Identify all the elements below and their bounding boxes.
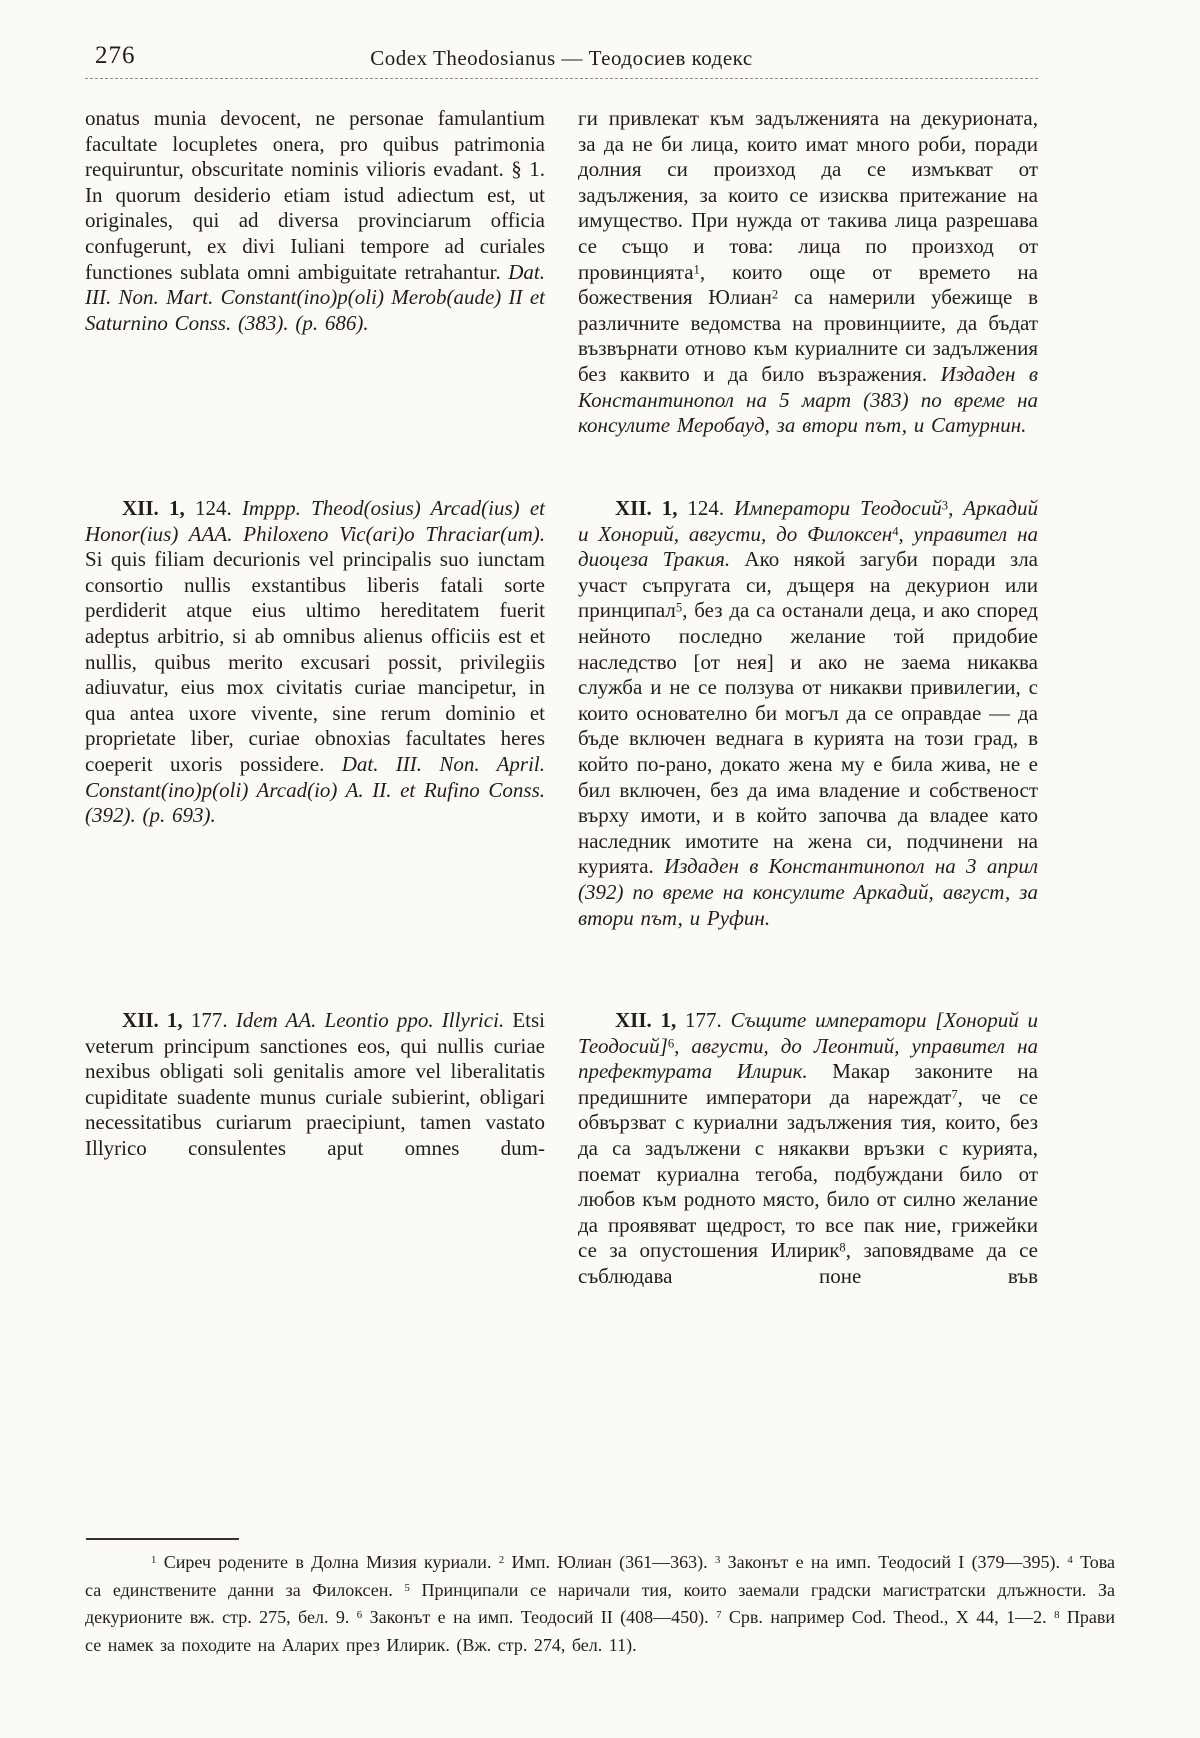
latin-paragraph-xii-1-177: XII. 1, 177. Idem AA. Leontio ppo. Illyrici. Etsi veterum principum sanctiones eos, qui nullis curiae nexibus obligati soli genitalis amore vel liberalitatis cupiditate suadente munus curiale subierint, obligari necessitatibus curiarum praecipiunt, tamen vastato Illyrico consulentes aput omnes dum-: [85, 1008, 545, 1160]
page-number: 276: [95, 42, 136, 69]
footnote-separator-rule: [86, 1538, 239, 1540]
footnote-area: [85, 1538, 1115, 1659]
two-column-text-block: [85, 106, 1038, 1290]
paragraph-row-3: [85, 1008, 1038, 1290]
page-header: [85, 40, 1038, 79]
latin-paragraph-xii-1-124: XII. 1, 124. Imppp. Theod(osius) Arcad(ius) et Honor(ius) AAA. Philoxeno Vic(ari)o Thraciar(um). Si quis filiam decurionis vel principalis suo iunctam consortio nullis exstantibus liberis fatali sorte perdiderit atque eius ultimo hereditatem fuerit adeptus arbitrio, si ab omnibus alienus officiis est et nullis, quibus merito excusari possit, privilegiis adiuvatur, eius mox civitatis curiae mancipetur, in qua antea uxore vivente, sine rerum dominio et proprietate liber, curiae obnoxias facultates heres coeperit uxoris possidere. Dat. III. Non. April. Constant(ino)p(oli) Arcad(io) A. II. et Rufino Conss. (392). (p. 693).: [85, 496, 545, 828]
paragraph-row-1: [85, 106, 1038, 496]
running-title: Codex Theodosianus — Теодосиев кодекс: [370, 46, 753, 70]
paragraph-row-2: [85, 496, 1038, 1008]
bulgarian-paragraph-continuation: ги привлекат към задълженията на декурионата, за да не би лица, които имат много роби, поради долния си произход да се измъкват от задължения, за които се изисква притежание на имущество. При нужда от такива лица разрешава се също и това: лица по произход от провинцията$^1$, които още от времето на божествения Юлиан$^2$ са намерили убежище в различните ведомства на провинциите, да бъдат възвърнати отново към куриалните си задължения без каквито и да било възражения. Издаден в Константинопол на 5 март (383) по време на консулите Меробауд, за втори път, и Сатурнин.: [578, 106, 1038, 438]
bulgarian-paragraph-xii-1-124: XII. 1, 124. Императори Теодосий$^3$, Аркадий и Хонорий, августи, до Филоксен$^4$, управител на диоцеза Тракия. Ако някой загуби поради зла участ съпругата си, дъщеря на декурион или принципал$^5$, без да са останали деца, и ако според нейното последно желание той придобие наследство [от нея] и ако не заема никаква служба и не се ползува от никакви привилегии, с които основателно би могъл да се оправдае — да бъде включен веднага в курията на този град, в който по-рано, докато жена му е била жива, не е бил включен, без да има владение и собственост върху имоти, и в който започва да владее като наследник имотите на жена си, подчинени на курията. Издаден в Константинопол на 3 април (392) по време на консулите Аркадий, август, за втори път, и Руфин.: [578, 496, 1039, 930]
footnotes-text: $^1$ Сиреч родените в Долна Мизия куриали. $^2$ Имп. Юлиан (361—363). $^3$ Законът е на имп. Теодосий I (379—395). $^4$ Това са единствените данни за Филоксен. $^5$ Принципали се наричали тия, които заемали градски магистратски длъжности. За декурионите вж. стр. 275, бел. 9. $^6$ Законът е на имп. Теодосий II (408—450). $^7$ Срв. например Cod. Theod., X 44, 1—2. $^8$ Прави се намек за походите на Аларих през Илирик. (Вж. стр. 274, бел. 11).: [85, 1552, 1116, 1655]
latin-paragraph-continuation: onatus munia devocent, ne personae famulantium facultate locupletes onera, pro quibus patrimonia requiruntur, obscuritate nominis vilioris evadant. § 1. In quorum desiderio etiam istud adiectum est, ut originales, qui ad diversa provinciarum officia confugerunt, ex divi Iuliani tempore ad curiales functiones sublata omni ambiguitate retrahantur. Dat. III. Non. Mart. Constant(ino)p(oli) Merob(aude) II et Saturnino Conss. (383). (p. 686).: [85, 106, 545, 335]
bulgarian-paragraph-xii-1-177: XII. 1, 177. Същите императори [Хонорий и Теодосий]$^6$, августи, до Леонтий, управител на префектурата Илирик. Макар законите на предишните императори да нареждат$^7$, че се обвързват с куриални задължения тия, които, без да са задължени с някакви връзки с курията, поемат куриална тегоба, подбуждани било от любов към родното място, било от силно желание да проявяват щедрост, то все пак ние, грижейки се за опустошения Илирик$^8$, заповядваме да се съблюдава поне във: [578, 1008, 1038, 1288]
